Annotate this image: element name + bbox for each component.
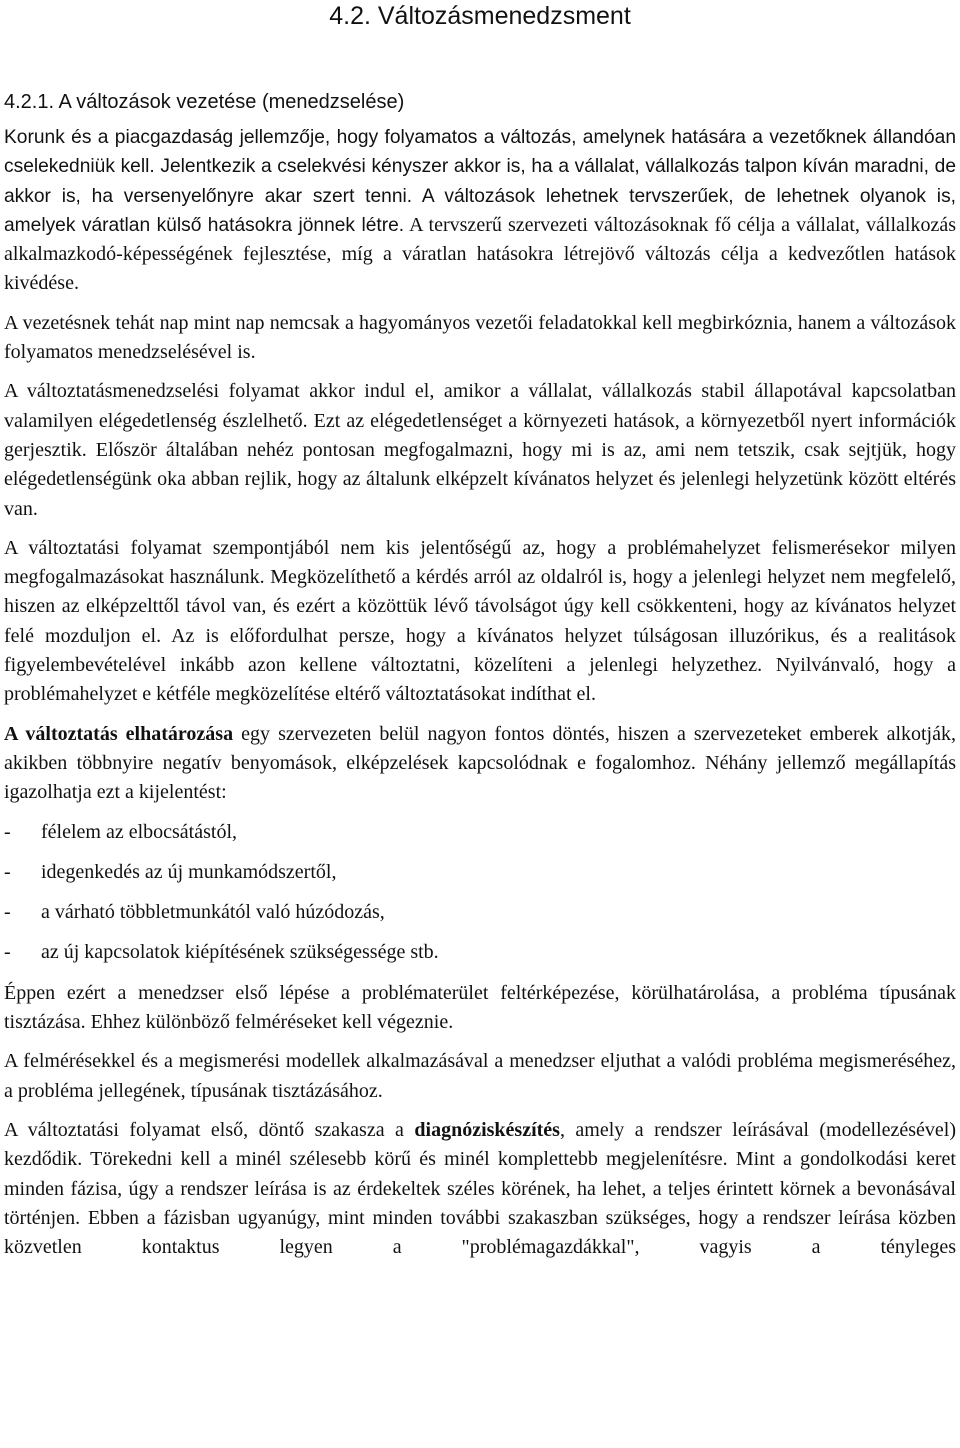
list-item-text: félelem az elbocsátástól,: [41, 820, 238, 843]
paragraph-5-rest: egy szervezeten belül nagyon fontos döntés, hiszen a szervezeteket emberek alkotják, akikben többnyire negatív benyomások, elképzelések kapcsolódnak e fogalomhoz. Néhány jellemző megállapítás igazolhatja ezt a kijelentést:: [4, 722, 956, 804]
paragraph-3: A változtatásmenedzselési folyamat akkor indul el, amikor a vállalat, vállalkozás stabil állapotával kapcsolatban valamilyen elégedetlenség észlelhető. Ezt az elégedetlenséget a környezeti hatások, a környezetből nyert információk gerjesztik. Először általában nehéz pontosan megfogalmazni, hogy mi is az, ami nem tetszik, csak sejtjük, hogy elégedetlenségünk oka abban rejlik, hogy az általunk elképzelt kívánatos helyzet és jelenlegi helyzetünk között eltérés van.: [4, 380, 956, 520]
list-item: [4, 938, 956, 967]
list-dash: -: [4, 901, 11, 924]
section-heading: 4.2.1. A változások vezetése (menedzselése): [4, 91, 405, 113]
paragraph-1-part-b: A változások lehetnek tervszerűek, de lehetnek olyanok is, amelyek váratlan külső hatásokra jönnek létre.: [4, 185, 956, 236]
paragraph-8: [4, 1116, 956, 1262]
list-dash: -: [4, 820, 11, 843]
paragraph-1-part-a: Korunk és a piacgazdaság jellemzője, hogy folyamatos a változás, amelynek hatására a vezetőknek állandóan cselekedniük kell. Jelentkezik a cselekvési kényszer akkor is, ha a vállalat, vállalkozás talpon kíván maradni, de akkor is, ha versenyelőnyre akar szert tenni.: [4, 127, 956, 207]
list-item: [4, 818, 956, 847]
paragraph-8-part-a: A változtatási folyamat első, döntő szakasza a: [4, 1118, 415, 1141]
paragraph-6: Éppen ezért a menedzser első lépése a problématerület feltérképezése, körülhatárolása, a probléma típusának tisztázása. Ehhez különböző felméréseket kell végeznie.: [4, 981, 956, 1034]
page-title: 4.2. Változásmenedzsment: [329, 2, 631, 30]
paragraph-8-bold: diagnóziskészítés: [414, 1118, 560, 1141]
concern-list: [4, 818, 956, 968]
list-item: [4, 858, 956, 887]
paragraph-5: [4, 720, 956, 808]
list-dash: -: [4, 860, 11, 883]
list-item-text: az új kapcsolatok kiépítésének szükségessége stb.: [41, 941, 439, 964]
list-item: [4, 898, 956, 927]
paragraph-2: A vezetésnek tehát nap mint nap nemcsak a hagyományos vezetői feladatokkal kell megbirkóznia, hanem a változások folyamatos menedzselésével is.: [4, 311, 956, 364]
paragraph-5-bold: A változtatás elhatározása: [4, 722, 234, 745]
document-page: [4, 0, 956, 1262]
paragraph-4: A változtatási folyamat szempontjából nem kis jelentőségű az, hogy a problémahelyzet felismerésekor milyen megfogalmazásokat használunk. Megközelíthető a kérdés arról az oldalról is, hogy a jelenlegi helyzet nem megfelelő, hiszen az elképzelttől távol van, és ezért a közöttük lévő távolságot úgy kell csökkenteni, hogy az kívánatos helyzet felé mozduljon el. Az is előfordulhat persze, hogy a kívánatos helyzet túlságosan illuzórikus, és a realitások figyelembevételével inkább azon kellene változtatni, közelíteni a jelenlegi helyzethez. Nyilvánvaló, hogy a problémahelyzet e kétféle megközelítése eltérő változtatásokat indíthat el.: [4, 536, 956, 706]
paragraph-8-part-b: , amely a rendszer leírásával (modellezésével) kezdődik. Törekedni kell a minél szélesebb körű és minél komplettebb megjelenítésre. Mint a gondolkodási keret minden fázisa, úgy a rendszer leírása is az érdekeltek széles körének, ha lehet, a teljes érintett körnek a bevonásával történjen. Ebben a fázisban ugyanúgy, mint minden további szakaszban szükséges, hogy a rendszer leírása közben közvetlen kontaktus legyen a "problémagazdákkal", vagyis a tényleges: [4, 1118, 956, 1259]
paragraph-1: [4, 123, 956, 299]
list-item-text: a várható többletmunkától való húzódozás,: [41, 901, 385, 924]
paragraph-7: A felmérésekkel és a megismerési modellek alkalmazásával a menedzser eljuthat a valódi probléma megismeréséhez, a probléma jellegének, típusának tisztázásához.: [4, 1050, 956, 1102]
list-dash: -: [4, 941, 11, 964]
list-item-text: idegenkedés az új munkamódszertől,: [41, 860, 337, 883]
paragraph-1-part-c: A tervszerű szervezeti változásoknak fő célja a vállalat, vállalkozás alkalmazkodó-képességének fejlesztése, míg a váratlan hatásokra létrejövő változás célja a kedvezőtlen hatások kivédése.: [4, 213, 956, 295]
